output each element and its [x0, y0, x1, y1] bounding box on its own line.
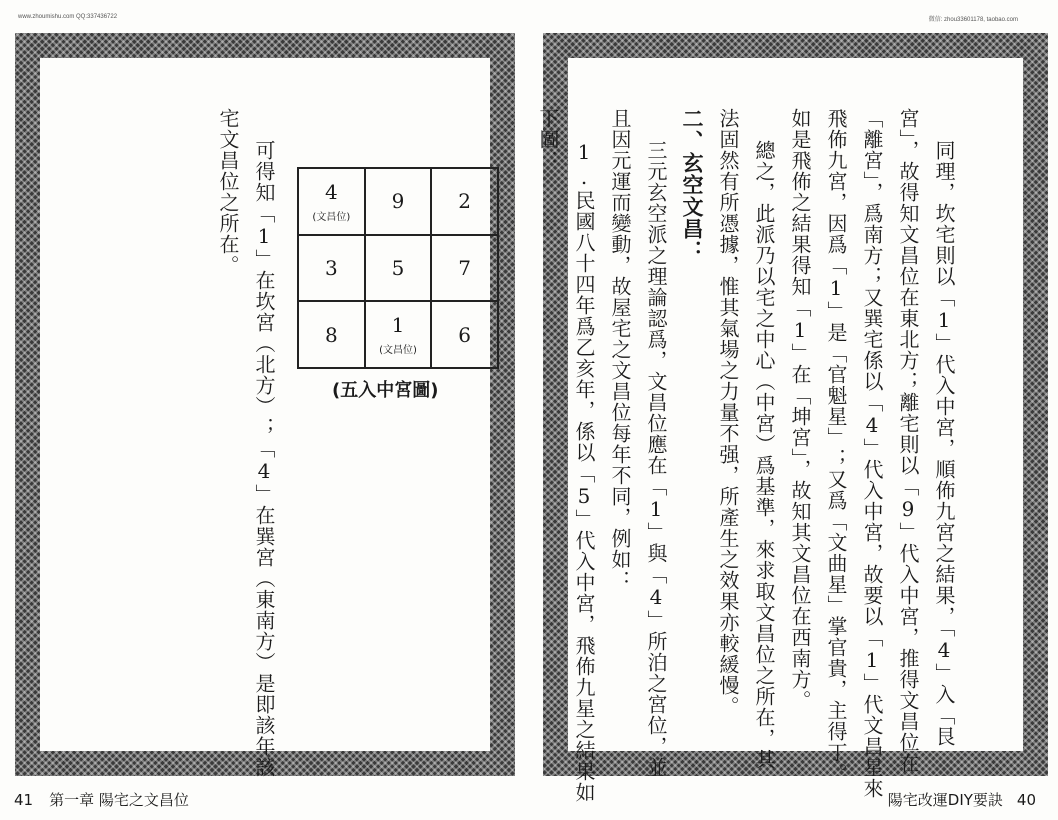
luoshu-grid — [297, 167, 499, 369]
grid-cell — [431, 235, 498, 302]
grid-number: 6 — [458, 322, 472, 347]
right-text-column: 同理，坎宅則以「1」代入中宮，順佈九宮之結果，「4」入「艮 — [932, 140, 956, 747]
grid-cell — [431, 168, 498, 235]
left-running-title: 第一章 陽宅之文昌位 — [49, 791, 189, 809]
grid-cell — [365, 301, 432, 368]
grid-number: 3 — [324, 255, 338, 280]
right-text-column: 「離宮」，爲南方；又巽宅係以「4」代入中宮，故要以「1」代文昌星來 — [860, 108, 884, 799]
grid-number: 5 — [391, 255, 405, 280]
grid-number: 1 — [391, 313, 405, 338]
right-text-column: 且因元運而變動，故屋宅之文昌位每年不同，例如： — [608, 108, 632, 591]
grid-caption: (五入中宮圖) — [332, 380, 439, 401]
right-page-number: 40 — [1016, 791, 1036, 809]
left-text-column: 宅文昌位之所在。 — [216, 108, 240, 276]
grid-cell — [365, 168, 432, 235]
header-right-url: 微信: zhou33601178, taobao.com — [928, 17, 1018, 23]
right-text-column: 三元玄空派之理論認爲，文昌位應在「1」與「4」所泊之宮位，並 — [644, 140, 668, 778]
right-text-column: 總之，此派乃以宅之中心（中宮）爲基準，來求取文昌位之所在，其 — [752, 140, 776, 770]
right-text-column: 法固然有所憑據，惟其氣場之力量不强，所產生之效果亦較緩慢。 — [716, 108, 740, 717]
grid-note: (文昌位) — [379, 345, 417, 357]
grid-number: 7 — [458, 255, 472, 280]
left-text-column: 可得知「1」在坎宮（北方）；「4」在巽宮（東南方）是即該年該 — [252, 140, 276, 778]
grid-cell — [298, 235, 365, 302]
section-heading: 二、玄空文昌： — [680, 108, 704, 262]
left-footer — [14, 789, 189, 810]
grid-cell — [431, 301, 498, 368]
right-text-column: 1.民國八十四年爲乙亥年，係以「5」代入中宮，飛佈九星之結果如 — [572, 140, 596, 803]
grid-note: (文昌位) — [312, 211, 351, 223]
right-running-title: 陽宅改運DIY要訣 — [887, 791, 1003, 809]
right-text-column: 如是飛佈之結果得知「1」在「坤宮」，故知其文昌位在西南方。 — [788, 108, 812, 711]
grid-cell — [298, 301, 365, 368]
grid-cell — [298, 168, 365, 235]
grid-number: 2 — [458, 189, 472, 214]
right-text-column: 下圖： — [536, 108, 560, 171]
right-footer — [888, 789, 1036, 810]
right-text-column: 飛佈九宮，因爲「1」是「官魁星」；又爲「文曲星」掌官貴，主得丁。 — [824, 108, 848, 784]
left-page-number: 41 — [14, 791, 34, 809]
grid-number: 8 — [324, 322, 338, 347]
grid-cell — [365, 235, 432, 302]
grid-number: 9 — [391, 189, 405, 214]
grid-number: 4 — [324, 179, 338, 204]
right-text-column: 宮」，故得知文昌位在東北方；離宅則以「9」代入中宮，推得文昌位在 — [896, 108, 920, 774]
header-left-url: www.zhoumishu.com QQ:337436722 — [18, 14, 118, 20]
